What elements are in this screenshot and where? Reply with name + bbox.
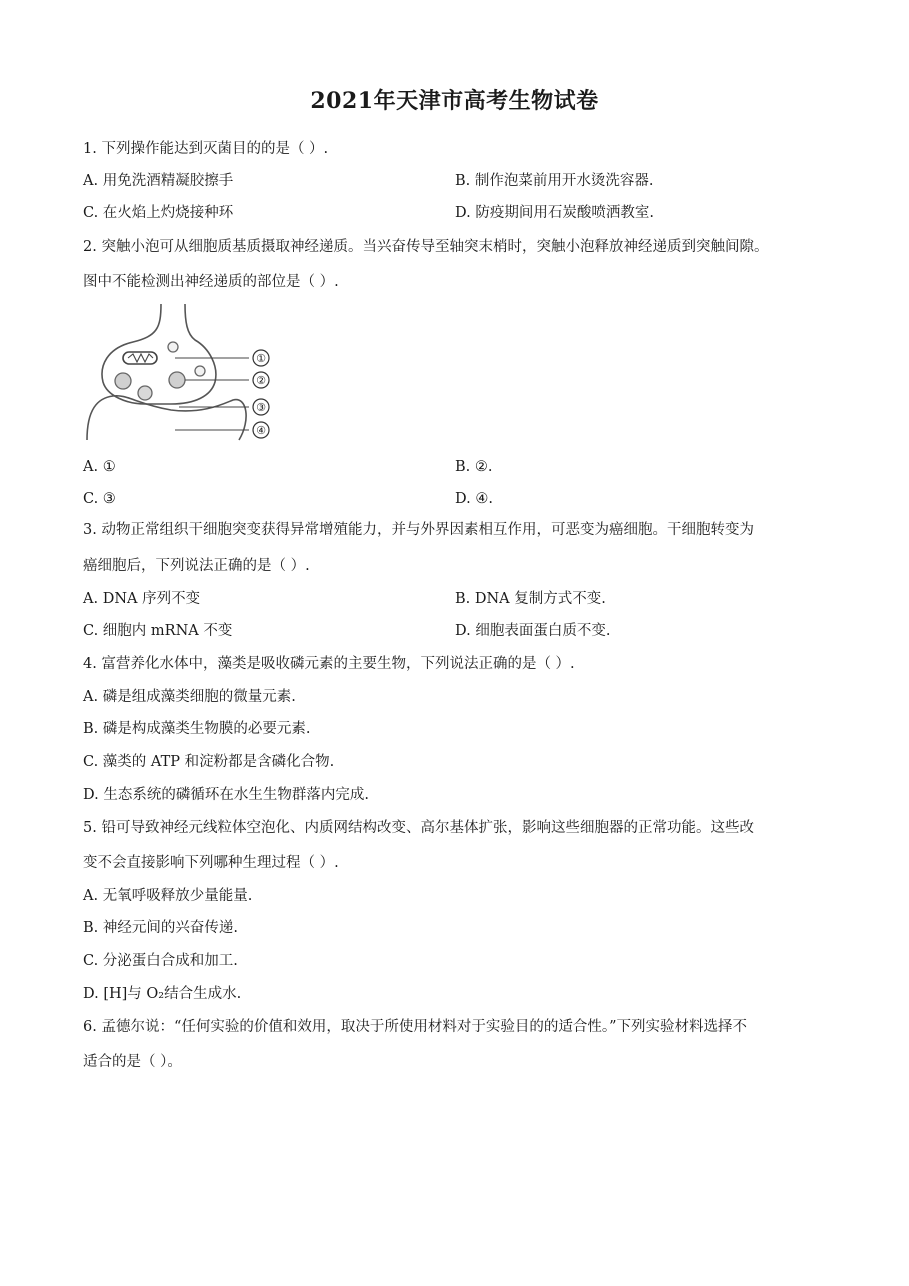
q5-option-c: C. 分泌蛋白合成和加工.	[83, 953, 238, 969]
q1-stem: 1. 下列操作能达到灭菌目的的是（ ）.	[83, 141, 329, 157]
q2-stem-line1: 2. 突触小泡可从细胞质基质摄取神经递质。当兴奋传导至轴突末梢时，突触小泡释放神经递质到突触间隙。	[83, 239, 769, 255]
q3-stem-line1: 3. 动物正常组织干细胞突变获得异常增殖能力，并与外界因素相互作用，可恶变为癌细胞。干细胞转变为	[83, 522, 754, 538]
q2-option-a: A. ①	[83, 459, 116, 475]
synapse-diagram	[83, 300, 293, 445]
q1-option-d: D. 防疫期间用石炭酸喷洒教室.	[455, 205, 654, 221]
q3-option-c: C. 细胞内 mRNA 不变	[83, 623, 233, 639]
q5-option-a: A. 无氧呼吸释放少量能量.	[83, 888, 253, 904]
q5-option-b: B. 神经元间的兴奋传递.	[83, 920, 238, 936]
q4-option-c: C. 藻类的 ATP 和淀粉都是含磷化合物.	[83, 754, 335, 770]
label-4: ④	[256, 424, 266, 437]
page-title: 2021年天津市高考生物试卷	[310, 88, 599, 114]
q3-option-b: B. DNA 复制方式不变.	[455, 591, 606, 607]
q4-option-d: D. 生态系统的磷循环在水生生物群落内完成.	[83, 787, 369, 803]
q6-stem-line1: 6. 孟德尔说：“任何实验的价值和效用，取决于所使用材料对于实验目的的适合性。”下列实验材料选择不	[83, 1019, 748, 1035]
mitochondrion-shape	[123, 352, 157, 364]
q1-option-b: B. 制作泡菜前用开水烫洗容器.	[455, 173, 654, 189]
q2-option-b: B. ②.	[455, 459, 493, 475]
q5-stem-line2: 变不会直接影响下列哪种生理过程（ ）.	[83, 855, 339, 871]
q5-option-d: D. [H]与 O₂结合生成水.	[83, 986, 242, 1002]
q1-option-a: A. 用免洗酒精凝胶擦手	[83, 173, 234, 189]
q4-option-a: A. 磷是组成藻类细胞的微量元素.	[83, 689, 296, 705]
q3-option-a: A. DNA 序列不变	[83, 591, 201, 607]
q4-stem: 4. 富营养化水体中，藻类是吸收磷元素的主要生物，下列说法正确的是（ ）.	[83, 656, 575, 672]
label-3: ③	[256, 401, 266, 414]
q6-stem-line2: 适合的是（ ）。	[83, 1054, 182, 1070]
q4-option-b: B. 磷是构成藻类生物膜的必要元素.	[83, 721, 311, 737]
label-1: ①	[256, 352, 266, 365]
label-2: ②	[256, 374, 266, 387]
q2-option-d: D. ④.	[455, 491, 493, 507]
q1-option-c: C. 在火焰上灼烧接种环	[83, 205, 234, 221]
q3-stem-line2: 癌细胞后，下列说法正确的是（ ）.	[83, 558, 310, 574]
q2-option-c: C. ③	[83, 491, 116, 507]
q5-stem-line1: 5. 铅可导致神经元线粒体空泡化、内质网结构改变、高尔基体扩张，影响这些细胞器的正常功能。这些改	[83, 820, 754, 836]
q3-option-d: D. 细胞表面蛋白质不变.	[455, 623, 611, 639]
q2-stem-line2: 图中不能检测出神经递质的部位是（ ）.	[83, 274, 339, 290]
